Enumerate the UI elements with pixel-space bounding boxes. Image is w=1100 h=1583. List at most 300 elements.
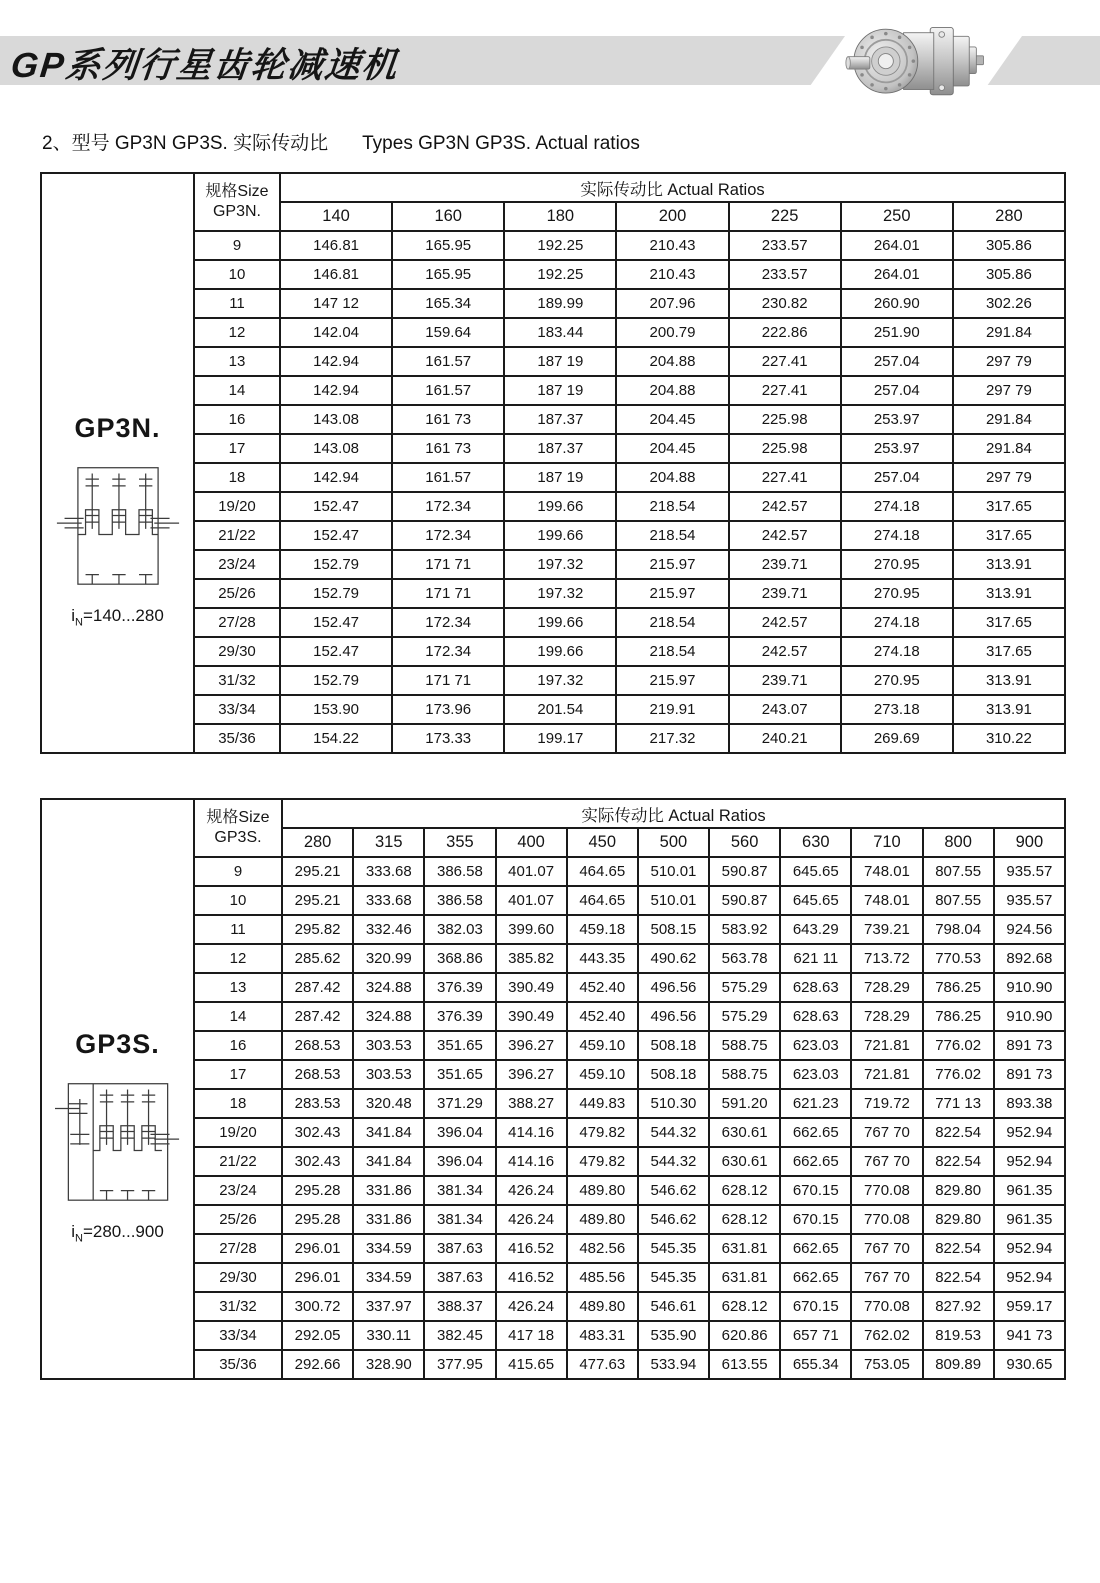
ratio-cell: 546.61: [638, 1292, 709, 1321]
ratio-cell: 225.98: [729, 405, 841, 434]
size-cell: 9: [194, 231, 280, 260]
ratio-cell: 762.02: [851, 1321, 922, 1350]
size-cell: 21/22: [194, 1147, 282, 1176]
ratio-cell: 302.26: [953, 289, 1065, 318]
size-cell: 11: [194, 289, 280, 318]
ratio-cell: 199.66: [504, 637, 616, 666]
size-cell: 33/34: [194, 695, 280, 724]
ratio-cell: 930.65: [994, 1350, 1065, 1379]
size-cell: 14: [194, 1002, 282, 1031]
ratio-cell: 159.64: [392, 318, 504, 347]
ratio-cell: 172.34: [392, 637, 504, 666]
size-cell: 18: [194, 463, 280, 492]
ratio-cell: 662.65: [780, 1118, 851, 1147]
ratio-cell: 628.12: [709, 1176, 780, 1205]
ratio-column-header: 450: [567, 828, 638, 857]
page-title: GP系列行星齿轮减速机: [9, 46, 401, 85]
table-row: [41, 405, 1065, 434]
ratio-cell: 264.01: [841, 260, 953, 289]
ratio-cell: 330.11: [353, 1321, 424, 1350]
ratio-cell: 161.57: [392, 376, 504, 405]
subtitle-chinese: 2、型号 GP3N GP3S. 实际传动比: [42, 133, 329, 154]
ratio-cell: 630.61: [709, 1118, 780, 1147]
ratio-cell: 662.65: [780, 1147, 851, 1176]
ratio-cell: 748.01: [851, 857, 922, 886]
ratio-cell: 337.97: [353, 1292, 424, 1321]
ratio-cell: 721.81: [851, 1060, 922, 1089]
ratio-cell: 388.37: [424, 1292, 495, 1321]
table-row: [41, 231, 1065, 260]
ratio-cell: 334.59: [353, 1263, 424, 1292]
ratio-cell: 670.15: [780, 1205, 851, 1234]
table-row: [41, 637, 1065, 666]
ratio-cell: 382.45: [424, 1321, 495, 1350]
ratio-cell: 414.16: [496, 1147, 567, 1176]
ratio-cell: 143.08: [280, 405, 392, 434]
ratio-cell: 510.30: [638, 1089, 709, 1118]
ratio-cell: 161 73: [392, 405, 504, 434]
ratio-cell: 545.35: [638, 1263, 709, 1292]
ratio-cell: 483.31: [567, 1321, 638, 1350]
ratio-cell: 376.39: [424, 1002, 495, 1031]
ratio-cell: 545.35: [638, 1234, 709, 1263]
table-row: [41, 886, 1065, 915]
ratio-cell: 662.65: [780, 1234, 851, 1263]
ratio-cell: 192.25: [504, 260, 616, 289]
ratio-cell: 142.94: [280, 347, 392, 376]
ratio-cell: 655.34: [780, 1350, 851, 1379]
ratio-cell: 381.34: [424, 1205, 495, 1234]
ratio-cell: 535.90: [638, 1321, 709, 1350]
size-cell: 14: [194, 376, 280, 405]
ratio-column-header: 500: [638, 828, 709, 857]
ratio-cell: 924.56: [994, 915, 1065, 944]
ratio-cell: 310.22: [953, 724, 1065, 753]
ratio-cell: 544.32: [638, 1147, 709, 1176]
ratio-cell: 274.18: [841, 637, 953, 666]
ratio-cell: 187 19: [504, 376, 616, 405]
ratio-cell: 192.25: [504, 231, 616, 260]
gearbox-illustration: [845, 18, 987, 106]
ratio-cell: 952.94: [994, 1234, 1065, 1263]
ratio-cell: 161 73: [392, 434, 504, 463]
ratio-cell: 822.54: [923, 1147, 994, 1176]
ratio-cell: 257.04: [841, 347, 953, 376]
ratio-cell: 396.27: [496, 1031, 567, 1060]
size-cell: 33/34: [194, 1321, 282, 1350]
ratio-column-header: 140: [280, 202, 392, 231]
ratio-cell: 295.82: [282, 915, 353, 944]
gearbox-photo: [845, 18, 987, 106]
ratio-cell: 227.41: [729, 463, 841, 492]
ratio-cell: 161.57: [392, 463, 504, 492]
ratio-cell: 959.17: [994, 1292, 1065, 1321]
ratio-cell: 809.89: [923, 1350, 994, 1379]
ratio-cell: 233.57: [729, 231, 841, 260]
ratio-cell: 200.79: [616, 318, 728, 347]
ratio-column-header: 315: [353, 828, 424, 857]
ratio-cell: 239.71: [729, 666, 841, 695]
ratio-cell: 230.82: [729, 289, 841, 318]
ratio-cell: 452.40: [567, 973, 638, 1002]
size-cell: 19/20: [194, 492, 280, 521]
ratio-cell: 827.92: [923, 1292, 994, 1321]
ratio-column-header: 180: [504, 202, 616, 231]
ratio-cell: 253.97: [841, 434, 953, 463]
decorative-band-right: [988, 36, 1100, 85]
ratio-cell: 390.49: [496, 1002, 567, 1031]
ratio-cell: 303.53: [353, 1031, 424, 1060]
ratio-cell: 313.91: [953, 579, 1065, 608]
ratio-cell: 479.82: [567, 1147, 638, 1176]
ratio-cell: 952.94: [994, 1263, 1065, 1292]
size-cell: 10: [194, 260, 280, 289]
size-cell: 35/36: [194, 724, 280, 753]
ratio-cell: 187 19: [504, 463, 616, 492]
ratio-cell: 287.42: [282, 973, 353, 1002]
ratio-cell: 268.53: [282, 1031, 353, 1060]
size-cell: 31/32: [194, 1292, 282, 1321]
size-cell: 10: [194, 886, 282, 915]
ratio-cell: 563.78: [709, 944, 780, 973]
model-label: GP3S.: [75, 1029, 160, 1060]
ratio-cell: 396.27: [496, 1060, 567, 1089]
ratio-cell: 227.41: [729, 376, 841, 405]
ratio-cell: 270.95: [841, 550, 953, 579]
table-row: [41, 550, 1065, 579]
actual-ratios-header: 实际传动比 Actual Ratios: [282, 799, 1065, 828]
ratio-cell: 331.86: [353, 1176, 424, 1205]
ratio-cell: 172.34: [392, 608, 504, 637]
ratio-cell: 822.54: [923, 1118, 994, 1147]
ratio-cell: 621 11: [780, 944, 851, 973]
table-row: [41, 492, 1065, 521]
ratio-cell: 142.04: [280, 318, 392, 347]
size-cell: 29/30: [194, 1263, 282, 1292]
ratio-cell: 215.97: [616, 666, 728, 695]
size-cell: 25/26: [194, 579, 280, 608]
ratio-cell: 351.65: [424, 1031, 495, 1060]
table-header-row: [41, 799, 1065, 828]
ratio-cell: 588.75: [709, 1060, 780, 1089]
ratio-cell: 941 73: [994, 1321, 1065, 1350]
ratio-cell: 623.03: [780, 1060, 851, 1089]
ratio-cell: 165.95: [392, 231, 504, 260]
table-row: [41, 944, 1065, 973]
ratio-cell: 152.79: [280, 550, 392, 579]
ratio-cell: 479.82: [567, 1118, 638, 1147]
ratio-range-label: $i_N=280...900$: [71, 1222, 164, 1245]
ratio-cell: 459.10: [567, 1031, 638, 1060]
ratio-cell: 770.08: [851, 1176, 922, 1205]
ratio-cell: 218.54: [616, 521, 728, 550]
ratio-range-label: $i_N=140...280$: [71, 606, 164, 629]
ratio-cell: 891 73: [994, 1031, 1065, 1060]
ratio-cell: 291.84: [953, 434, 1065, 463]
size-cell: 19/20: [194, 1118, 282, 1147]
table-row: [41, 695, 1065, 724]
table-row: [41, 973, 1065, 1002]
ratio-cell: 510.01: [638, 857, 709, 886]
ratio-cell: 270.95: [841, 579, 953, 608]
ratio-cell: 620.86: [709, 1321, 780, 1350]
ratio-cell: 274.18: [841, 492, 953, 521]
ratio-cell: 197.32: [504, 579, 616, 608]
ratio-cell: 334.59: [353, 1234, 424, 1263]
ratio-cell: 508.15: [638, 915, 709, 944]
ratio-cell: 416.52: [496, 1234, 567, 1263]
ratio-cell: 910.90: [994, 1002, 1065, 1031]
ratio-cell: 368.86: [424, 944, 495, 973]
gp3s-ratio-table: [40, 798, 1066, 1380]
ratio-cell: 283.53: [282, 1089, 353, 1118]
size-cell: 9: [194, 857, 282, 886]
ratio-cell: 204.45: [616, 434, 728, 463]
ratio-cell: 464.65: [567, 857, 638, 886]
table-row: [41, 608, 1065, 637]
ratio-cell: 590.87: [709, 857, 780, 886]
ratio-cell: 459.10: [567, 1060, 638, 1089]
ratio-cell: 302.43: [282, 1147, 353, 1176]
ratio-cell: 776.02: [923, 1031, 994, 1060]
ratio-column-header: 280: [282, 828, 353, 857]
ratio-cell: 295.21: [282, 886, 353, 915]
ratio-cell: 305.86: [953, 260, 1065, 289]
size-cell: 35/36: [194, 1350, 282, 1379]
ratio-cell: 623.03: [780, 1031, 851, 1060]
ratio-cell: 426.24: [496, 1176, 567, 1205]
size-cell: 27/28: [194, 1234, 282, 1263]
ratio-cell: 645.65: [780, 857, 851, 886]
ratio-cell: 268.53: [282, 1060, 353, 1089]
ratio-cell: 376.39: [424, 973, 495, 1002]
table-row: [41, 857, 1065, 886]
ratio-cell: 591.20: [709, 1089, 780, 1118]
ratio-column-header: 630: [780, 828, 851, 857]
ratio-cell: 204.88: [616, 463, 728, 492]
ratio-cell: 388.27: [496, 1089, 567, 1118]
ratio-cell: 452.40: [567, 1002, 638, 1031]
ratio-cell: 328.90: [353, 1350, 424, 1379]
ratio-cell: 575.29: [709, 1002, 780, 1031]
ratio-cell: 482.56: [567, 1234, 638, 1263]
ratio-cell: 332.46: [353, 915, 424, 944]
ratio-cell: 324.88: [353, 1002, 424, 1031]
ratio-cell: 171 71: [392, 579, 504, 608]
ratio-cell: 961.35: [994, 1205, 1065, 1234]
ratio-cell: 590.87: [709, 886, 780, 915]
gp3n-schematic: [55, 454, 181, 596]
actual-ratios-header: 实际传动比 Actual Ratios: [280, 173, 1065, 202]
ratio-cell: 351.65: [424, 1060, 495, 1089]
ratio-cell: 748.01: [851, 886, 922, 915]
ratio-cell: 485.56: [567, 1263, 638, 1292]
ratio-cell: 305.86: [953, 231, 1065, 260]
table-header-row: [41, 173, 1065, 202]
ratio-cell: 822.54: [923, 1263, 994, 1292]
ratio-cell: 173.33: [392, 724, 504, 753]
ratio-cell: 240.21: [729, 724, 841, 753]
ratio-cell: 218.54: [616, 637, 728, 666]
ratio-cell: 628.12: [709, 1292, 780, 1321]
ratio-cell: 390.49: [496, 973, 567, 1002]
ratio-cell: 415.65: [496, 1350, 567, 1379]
ratio-cell: 317.65: [953, 492, 1065, 521]
ratio-cell: 546.62: [638, 1205, 709, 1234]
ratio-cell: 643.29: [780, 915, 851, 944]
ratio-cell: 489.80: [567, 1176, 638, 1205]
ratio-column-header: 225: [729, 202, 841, 231]
ratio-cell: 173.96: [392, 695, 504, 724]
ratio-cell: 387.63: [424, 1234, 495, 1263]
ratio-cell: 253.97: [841, 405, 953, 434]
ratio-cell: 146.81: [280, 231, 392, 260]
ratio-cell: 822.54: [923, 1234, 994, 1263]
table-row: [41, 260, 1065, 289]
ratio-cell: 199.66: [504, 492, 616, 521]
ratio-column-header: 280: [953, 202, 1065, 231]
size-cell: 17: [194, 434, 280, 463]
ratio-cell: 401.07: [496, 886, 567, 915]
table-row: [41, 1147, 1065, 1176]
table-row: [41, 318, 1065, 347]
ratio-cell: 721.81: [851, 1031, 922, 1060]
ratio-cell: 575.29: [709, 973, 780, 1002]
ratio-cell: 662.65: [780, 1263, 851, 1292]
ratio-cell: 807.55: [923, 857, 994, 886]
ratio-cell: 459.18: [567, 915, 638, 944]
ratio-cell: 152.79: [280, 579, 392, 608]
ratio-cell: 183.44: [504, 318, 616, 347]
table-row: [41, 724, 1065, 753]
ratio-cell: 489.80: [567, 1292, 638, 1321]
gp3n-label-cell: [41, 173, 194, 753]
size-cell: 16: [194, 405, 280, 434]
ratio-cell: 670.15: [780, 1176, 851, 1205]
ratio-cell: 147 12: [280, 289, 392, 318]
ratio-cell: 197.32: [504, 666, 616, 695]
ratio-cell: 152.47: [280, 492, 392, 521]
ratio-cell: 143.08: [280, 434, 392, 463]
ratio-cell: 199.66: [504, 608, 616, 637]
ratio-cell: 770.53: [923, 944, 994, 973]
ratio-cell: 546.62: [638, 1176, 709, 1205]
ratio-cell: 414.16: [496, 1118, 567, 1147]
ratio-cell: 302.43: [282, 1118, 353, 1147]
ratio-cell: 829.80: [923, 1205, 994, 1234]
ratio-cell: 187.37: [504, 405, 616, 434]
table-row: [41, 666, 1065, 695]
ratio-cell: 227.41: [729, 347, 841, 376]
size-cell: 23/24: [194, 1176, 282, 1205]
ratio-cell: 786.25: [923, 973, 994, 1002]
ratio-cell: 381.34: [424, 1176, 495, 1205]
size-cell: 11: [194, 915, 282, 944]
ratio-cell: 401.07: [496, 857, 567, 886]
ratio-cell: 399.60: [496, 915, 567, 944]
ratio-cell: 273.18: [841, 695, 953, 724]
table-row: [41, 434, 1065, 463]
ratio-cell: 199.17: [504, 724, 616, 753]
ratio-cell: 892.68: [994, 944, 1065, 973]
ratio-cell: 613.55: [709, 1350, 780, 1379]
ratio-cell: 670.15: [780, 1292, 851, 1321]
ratio-cell: 496.56: [638, 973, 709, 1002]
ratio-cell: 287.42: [282, 1002, 353, 1031]
ratio-cell: 443.35: [567, 944, 638, 973]
ratio-cell: 218.54: [616, 608, 728, 637]
ratio-cell: 199.66: [504, 521, 616, 550]
ratio-cell: 952.94: [994, 1118, 1065, 1147]
ratio-cell: 257.04: [841, 463, 953, 492]
table-row: [41, 1002, 1065, 1031]
gp3s-schematic: [55, 1070, 181, 1212]
gp3n-ratio-table: [40, 172, 1066, 754]
ratio-cell: 251.90: [841, 318, 953, 347]
ratio-cell: 770.08: [851, 1292, 922, 1321]
table-row: [41, 1234, 1065, 1263]
ratio-cell: 630.61: [709, 1147, 780, 1176]
ratio-cell: 313.91: [953, 550, 1065, 579]
ratio-cell: 396.04: [424, 1118, 495, 1147]
ratio-cell: 152.79: [280, 666, 392, 695]
ratio-cell: 333.68: [353, 857, 424, 886]
size-column-header: 规格Size GP3S.: [194, 799, 282, 857]
ratio-cell: 189.99: [504, 289, 616, 318]
ratio-cell: 341.84: [353, 1118, 424, 1147]
ratio-cell: 297 79: [953, 376, 1065, 405]
ratio-cell: 961.35: [994, 1176, 1065, 1205]
ratio-cell: 187.37: [504, 434, 616, 463]
ratio-cell: 242.57: [729, 492, 841, 521]
ratio-cell: 331.86: [353, 1205, 424, 1234]
ratio-cell: 910.90: [994, 973, 1065, 1002]
ratio-cell: 324.88: [353, 973, 424, 1002]
size-cell: 18: [194, 1089, 282, 1118]
ratio-cell: 935.57: [994, 886, 1065, 915]
ratio-cell: 952.94: [994, 1147, 1065, 1176]
ratio-cell: 449.83: [567, 1089, 638, 1118]
table-row: [41, 463, 1065, 492]
ratio-cell: 187 19: [504, 347, 616, 376]
ratio-cell: 713.72: [851, 944, 922, 973]
ratio-cell: 719.72: [851, 1089, 922, 1118]
ratio-cell: 233.57: [729, 260, 841, 289]
ratio-cell: 377.95: [424, 1350, 495, 1379]
ratio-column-header: 200: [616, 202, 728, 231]
ratio-cell: 291.84: [953, 405, 1065, 434]
ratio-cell: 533.94: [638, 1350, 709, 1379]
ratio-cell: 313.91: [953, 695, 1065, 724]
table-row: [41, 1292, 1065, 1321]
table-row: [41, 579, 1065, 608]
ratio-cell: 297 79: [953, 347, 1065, 376]
ratio-cell: 270.95: [841, 666, 953, 695]
ratio-cell: 242.57: [729, 608, 841, 637]
ratio-cell: 171 71: [392, 550, 504, 579]
ratio-cell: 320.99: [353, 944, 424, 973]
ratio-column-header: 800: [923, 828, 994, 857]
ratio-cell: 767 70: [851, 1234, 922, 1263]
ratio-cell: 153.90: [280, 695, 392, 724]
ratio-cell: 829.80: [923, 1176, 994, 1205]
ratio-cell: 218.54: [616, 492, 728, 521]
size-cell: 16: [194, 1031, 282, 1060]
ratio-cell: 426.24: [496, 1292, 567, 1321]
ratio-cell: 225.98: [729, 434, 841, 463]
ratio-cell: 416.52: [496, 1263, 567, 1292]
ratio-cell: 197.32: [504, 550, 616, 579]
